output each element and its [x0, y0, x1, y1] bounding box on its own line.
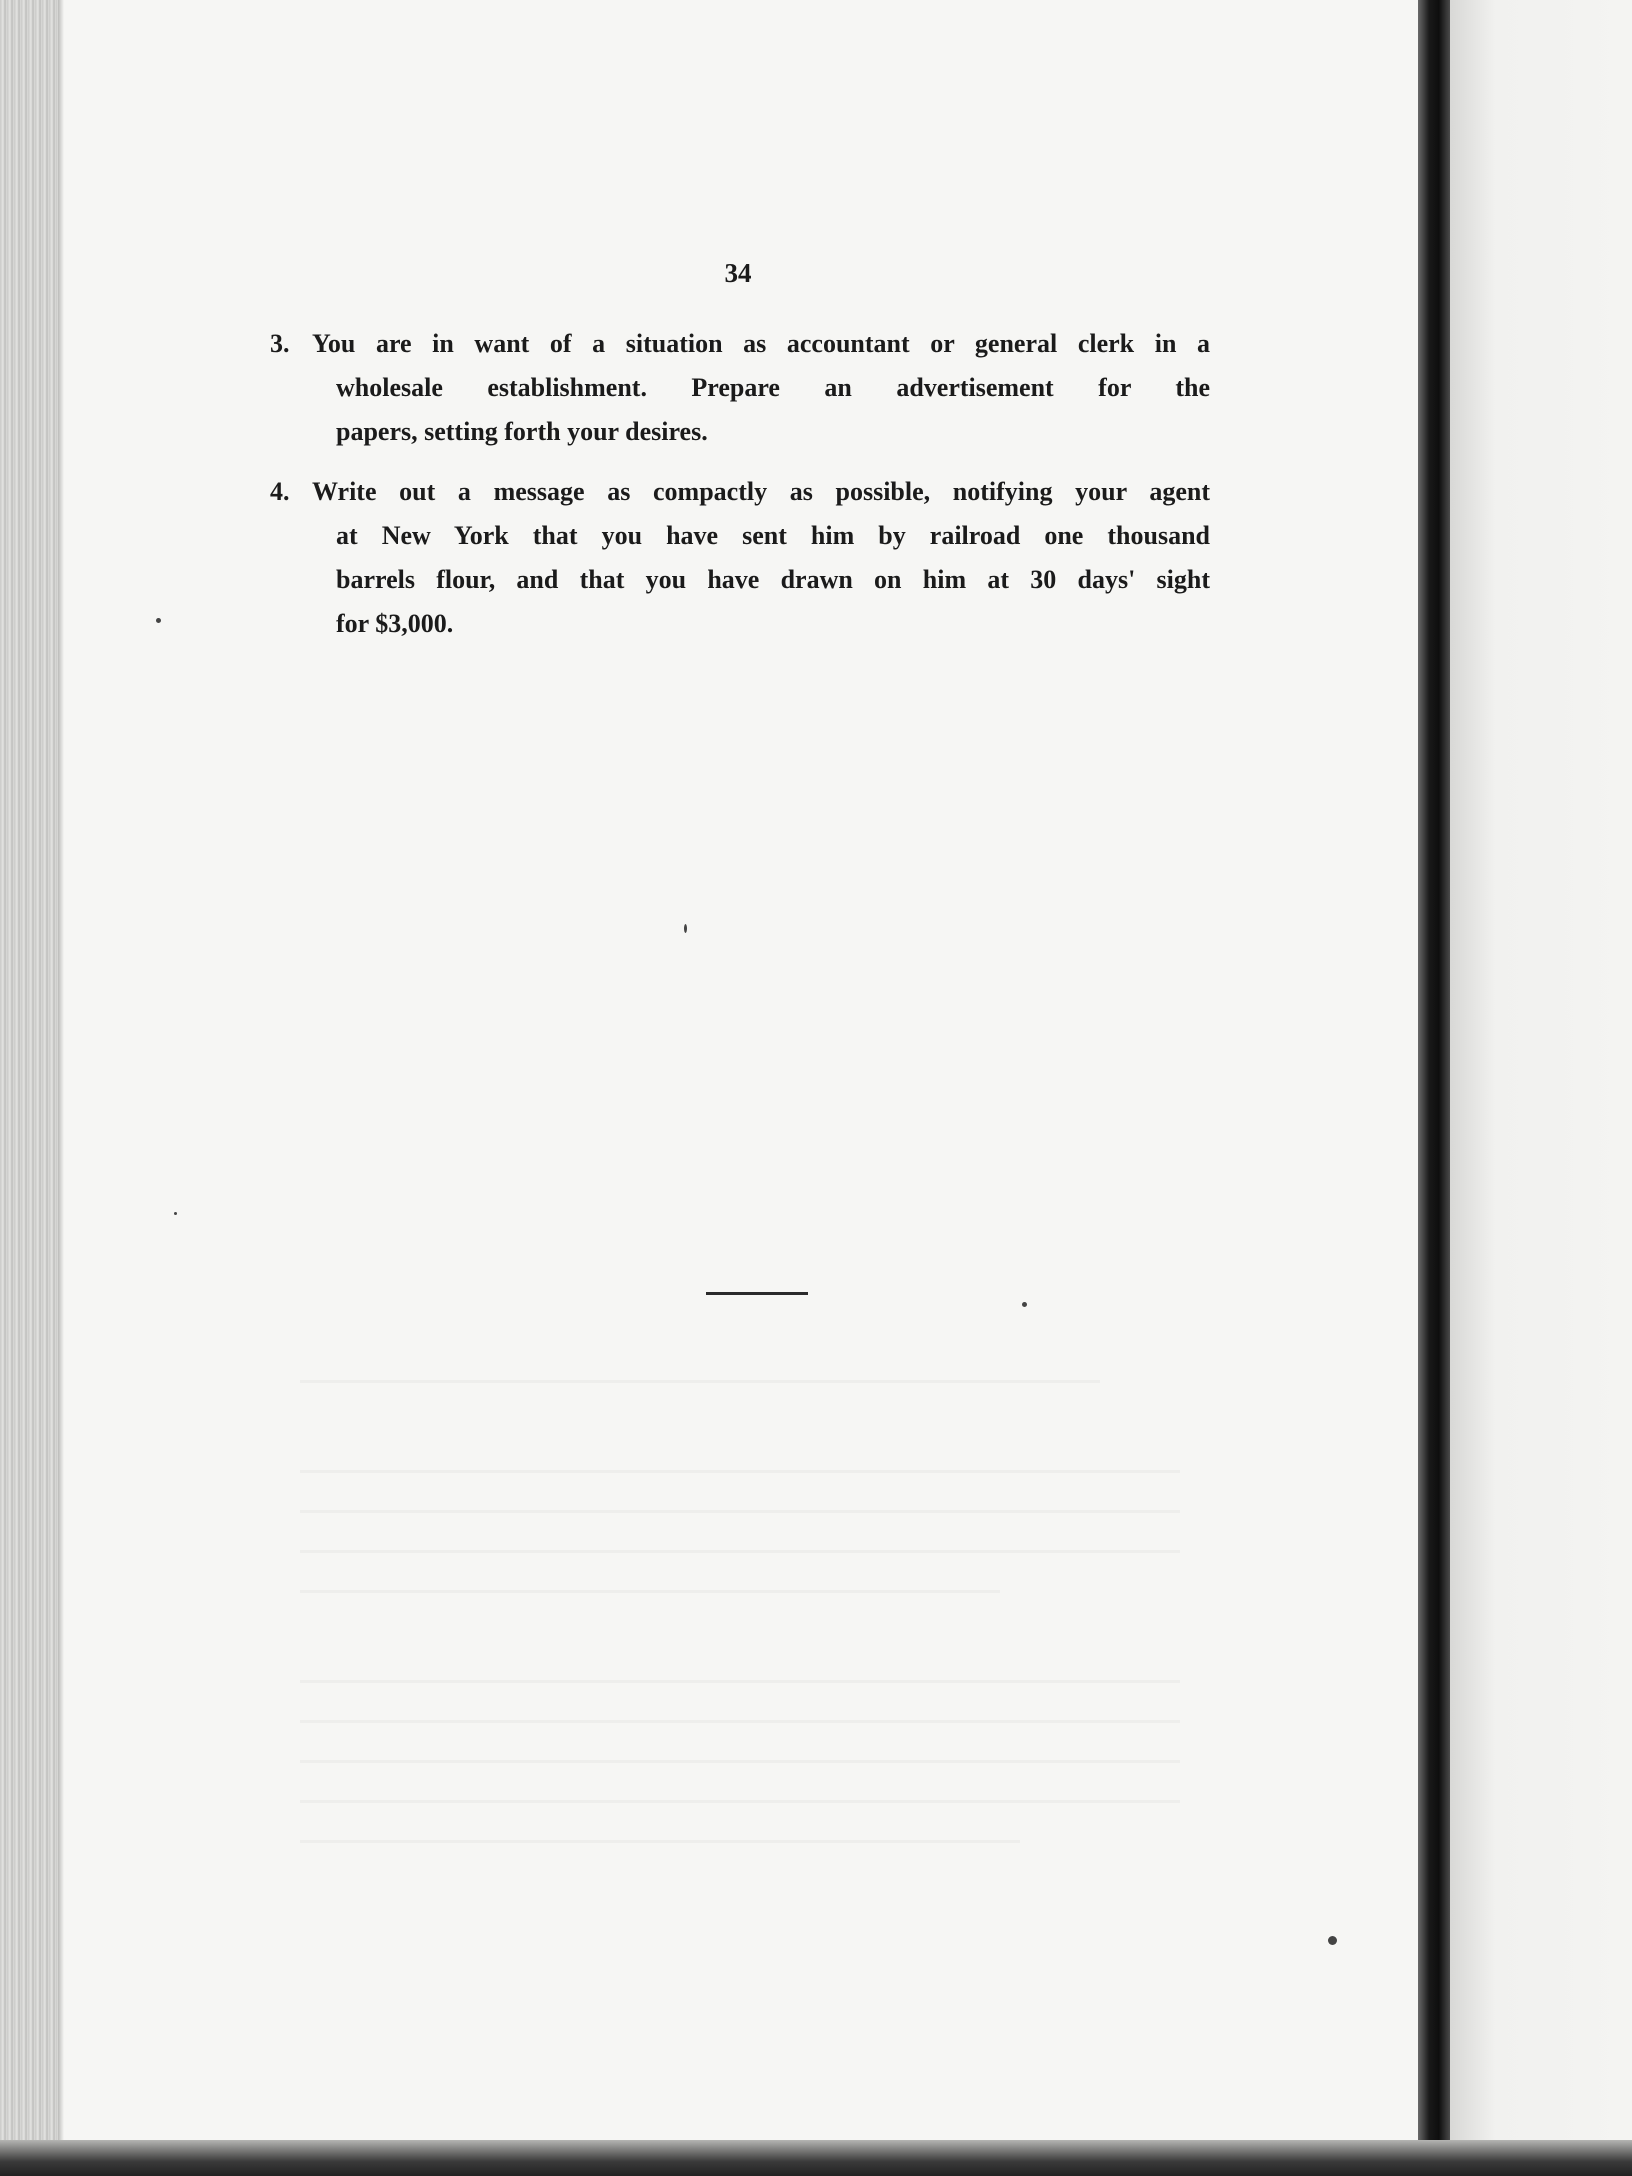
scan-bottom-edge [0, 2140, 1632, 2176]
item-line: barrels flour, and that you have drawn on him at 30 days' sight [336, 565, 1210, 594]
item-line: Write out a message as compactly as possible, notifying your agent [312, 477, 1210, 506]
adjacent-page [1450, 0, 1632, 2150]
page-number: 34 [724, 258, 752, 288]
book-gutter [1418, 0, 1450, 2176]
item-line: You are in want of a situation as accountant or general clerk in a [312, 329, 1210, 358]
item-line: papers, setting forth your desires. [336, 417, 708, 446]
page-edges [0, 0, 58, 2150]
item-line: for $3,000. [336, 609, 454, 638]
item-line: at New York that you have sent him by railroad one thousand [336, 521, 1210, 550]
item-number: 3. [270, 329, 290, 358]
section-divider [706, 1292, 808, 1295]
item-number: 4. [270, 477, 290, 506]
exercise-item-3 [270, 322, 1210, 454]
item-line: wholesale establishment. Prepare an advertisement for the [336, 373, 1210, 402]
exercise-item-4 [270, 470, 1210, 646]
